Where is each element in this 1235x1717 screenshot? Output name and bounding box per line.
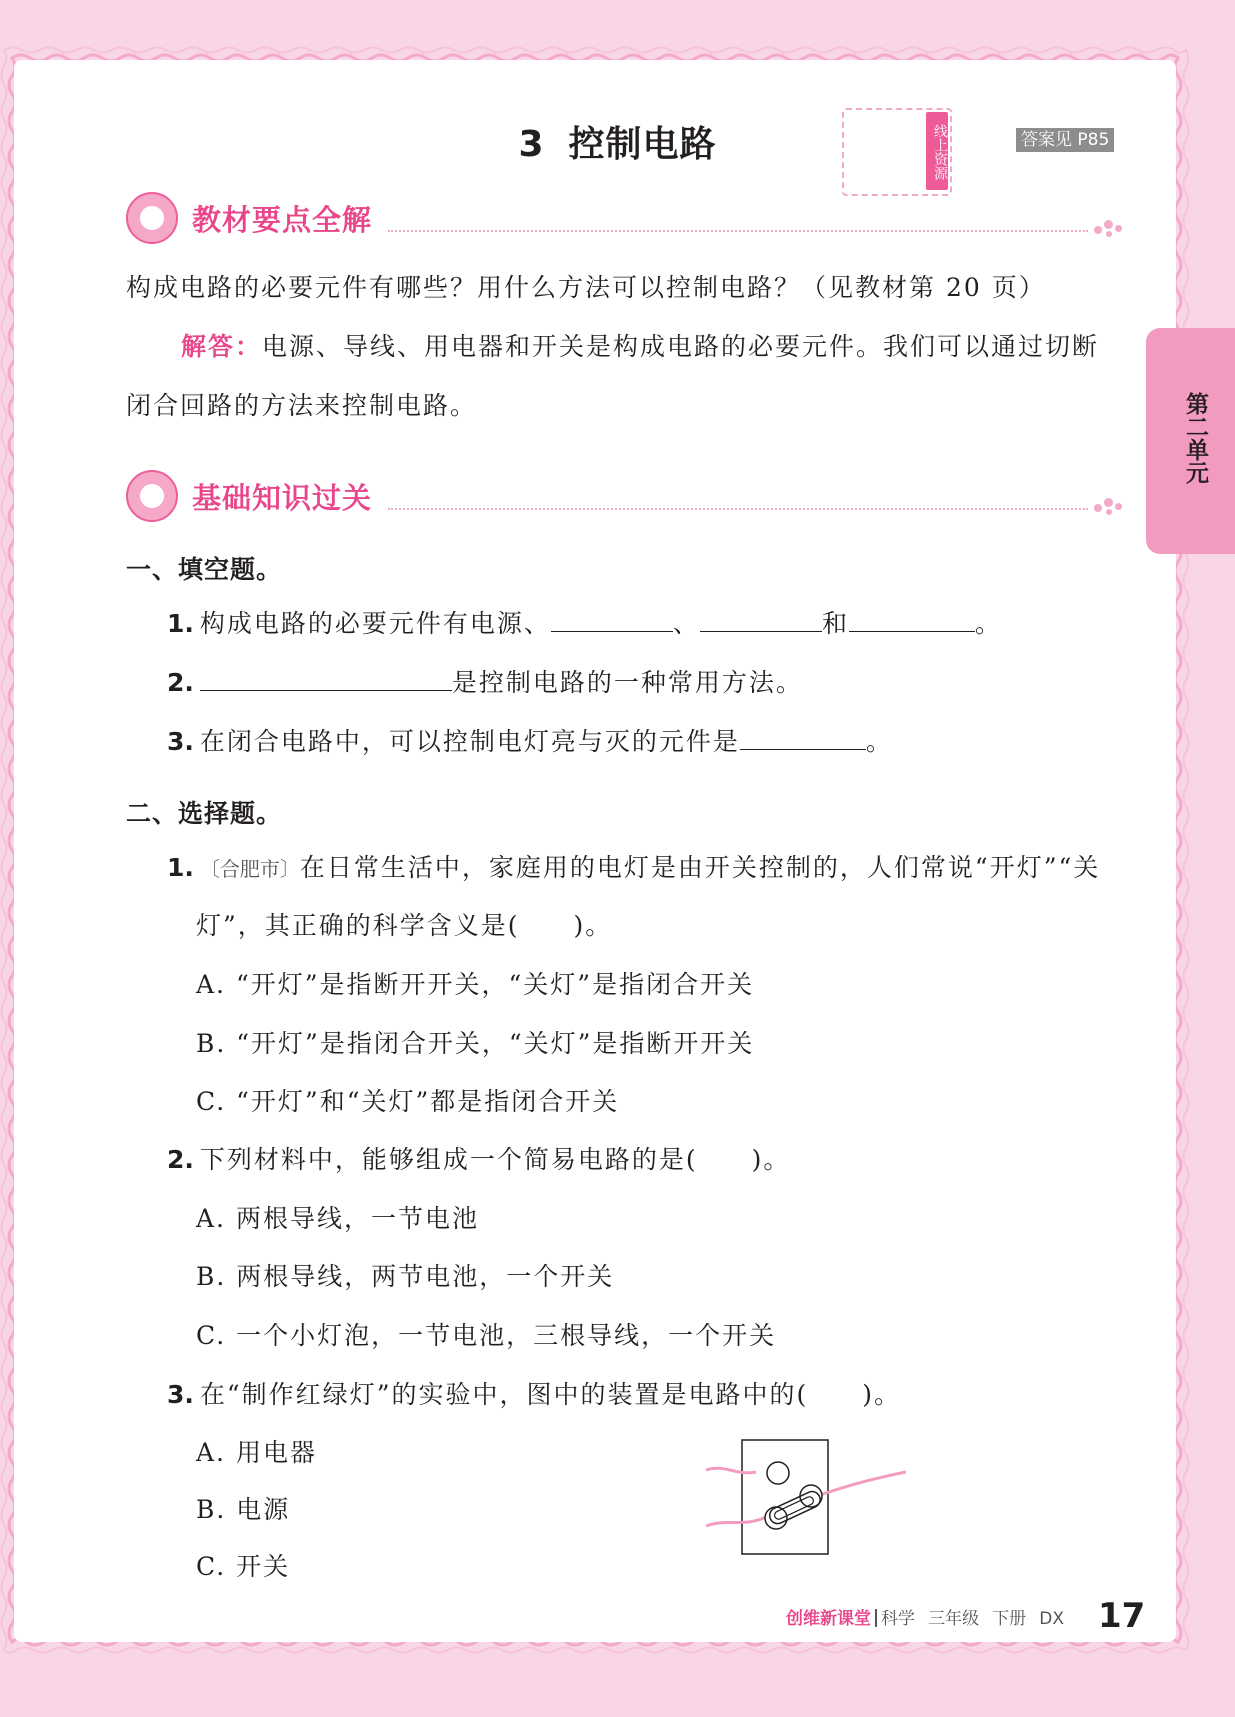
brand-name: 创维新课堂 xyxy=(786,1609,871,1629)
answer-blank[interactable] xyxy=(740,727,866,750)
choice-option[interactable]: A. “开灯”是指断开开关，“关灯”是指闭合开关 xyxy=(196,970,755,999)
page-footer: 创维新课堂 科学 三年级 下册 DX xyxy=(786,1609,1065,1629)
choice-question-1-line-1: 1. 〔合肥市〕在日常生活中，家庭用的电灯是由开关控制的，人们常说“开灯”“关 xyxy=(167,853,1101,882)
textbook-question: 构成电路的必要元件有哪些？用什么方法可以控制电路？（见教材第 20 页） xyxy=(126,273,1046,302)
fill-question-2: 2. 是控制电路的一种常用方法。 xyxy=(167,668,803,697)
answer-line-1: 解答：电源、导线、用电器和开关是构成电路的必要元件。我们可以通过切断 xyxy=(181,332,1100,361)
answer-line-2: 闭合回路的方法来控制电路。 xyxy=(126,391,478,420)
decorative-dots-icon xyxy=(1094,220,1122,240)
decorative-dots-icon xyxy=(1094,498,1122,518)
unit-side-tab-label: 第二单元 xyxy=(1182,392,1208,484)
answer-blank[interactable] xyxy=(551,609,673,632)
fill-blank-heading: 一、填空题。 xyxy=(126,555,283,584)
region-tag: 〔合肥市〕 xyxy=(199,857,300,881)
answer-blank[interactable] xyxy=(700,609,822,632)
answer-label: 解答： xyxy=(181,332,263,361)
paperclip-switch-illustration xyxy=(706,1438,906,1560)
choice-heading: 二、选择题。 xyxy=(126,799,283,828)
choice-option[interactable]: C. 一个小灯泡，一节电池，三根导线，一个开关 xyxy=(196,1321,777,1350)
section-header-textbook xyxy=(126,192,1126,246)
choice-question-1-line-2: 灯”，其正确的科学含义是( )。 xyxy=(196,911,613,940)
answer-blank[interactable] xyxy=(849,609,975,632)
mascot-icon xyxy=(126,470,178,522)
fill-question-3: 3. 在闭合电路中，可以控制电灯亮与灭的元件是 。 xyxy=(167,727,893,756)
choice-option[interactable]: B. 两根导线，两节电池，一个开关 xyxy=(196,1262,615,1291)
mascot-icon xyxy=(126,192,178,244)
section-header-basics xyxy=(126,470,1126,524)
unit-side-tab xyxy=(1146,328,1235,554)
answer-blank[interactable] xyxy=(200,668,452,691)
choice-option[interactable]: C. 开关 xyxy=(196,1552,291,1581)
answer-reference-badge: 答案见 P85 xyxy=(1016,128,1114,152)
page-number: 17 xyxy=(1098,1596,1146,1636)
divider xyxy=(388,508,1088,510)
choice-option[interactable]: A. 用电器 xyxy=(196,1438,317,1467)
choice-question-3: 3. 在“制作红绿灯”的实验中，图中的装置是电路中的( )。 xyxy=(167,1380,901,1409)
choice-option[interactable]: B. 电源 xyxy=(196,1495,291,1524)
choice-option[interactable]: C. “开灯”和“关灯”都是指闭合开关 xyxy=(196,1087,620,1116)
section-title: 教材要点全解 xyxy=(192,203,373,237)
online-resource-label: 线上资源 xyxy=(926,112,948,190)
choice-question-2: 2. 下列材料中，能够组成一个简易电路的是( )。 xyxy=(167,1145,791,1174)
choice-option[interactable]: A. 两根导线，一节电池 xyxy=(196,1204,479,1233)
divider xyxy=(388,230,1088,232)
choice-option[interactable]: B. “开灯”是指闭合开关，“关灯”是指断开开关 xyxy=(196,1029,755,1058)
fill-question-1: 1. 构成电路的必要元件有电源、 、 和 。 xyxy=(167,609,1002,638)
section-title: 基础知识过关 xyxy=(192,481,373,515)
online-resource-qr-box[interactable] xyxy=(842,108,952,196)
lesson-title: 3 控制电路 xyxy=(518,124,717,165)
